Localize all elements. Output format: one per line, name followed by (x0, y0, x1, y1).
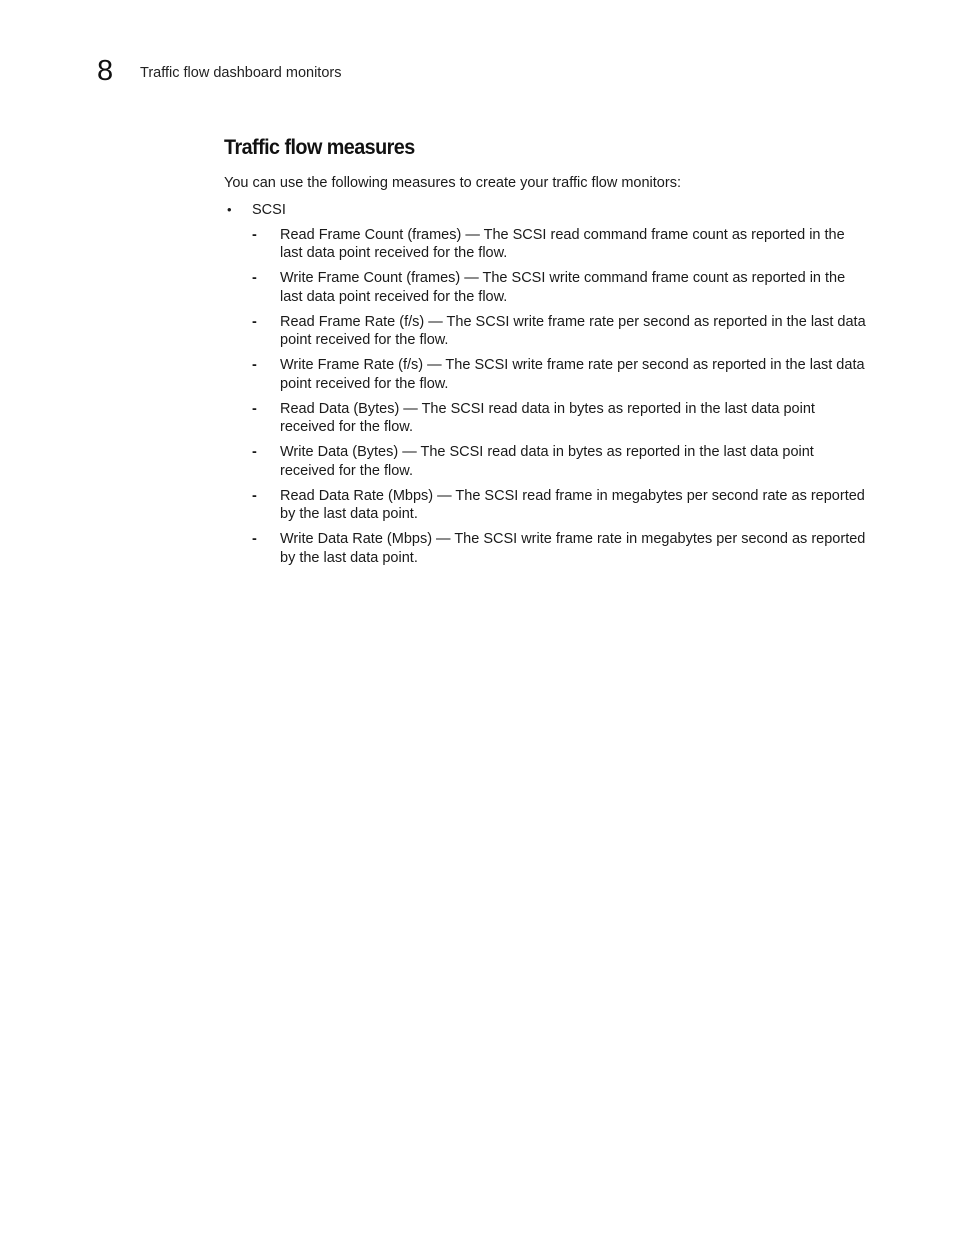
list-item-text: Read Data (Bytes) — The SCSI read data in bytes as reported in the last data point received for the flow. (280, 400, 815, 435)
bullet-list (224, 201, 870, 567)
running-title: Traffic flow dashboard monitors (140, 65, 342, 81)
list-item (252, 269, 870, 306)
chapter-number: 8 (97, 55, 114, 87)
list-item-text: Read Frame Count (frames) — The SCSI read command frame count as reported in the last data point received for the flow. (280, 226, 845, 261)
list-item (252, 530, 870, 567)
section-title: Traffic flow measures (224, 135, 415, 159)
page-header (97, 56, 341, 86)
bullet-marker: • (227, 202, 232, 217)
main-content (224, 133, 870, 574)
list-item-text: Write Data Rate (Mbps) — The SCSI write frame rate in megabytes per second as reported by the last data point. (280, 531, 866, 566)
dash-marker: - (252, 487, 257, 504)
bullet-label: SCSI (252, 202, 286, 218)
list-item (252, 487, 870, 524)
dash-marker: - (252, 357, 257, 373)
list-item-text: Read Frame Rate (f/s) — The SCSI write frame rate per second as reported in the last data point received for the flow. (280, 313, 866, 348)
list-item-text: Write Data (Bytes) — The SCSI read data in bytes as reported in the last data point received for the flow. (280, 444, 814, 479)
dash-marker: - (252, 531, 257, 547)
list-item-text: Write Frame Rate (f/s) — The SCSI write frame rate per second as reported in the last data point received for the flow. (280, 357, 865, 392)
dash-marker: - (252, 226, 257, 243)
dash-marker: - (252, 270, 257, 286)
sub-list (252, 226, 870, 568)
dash-marker: - (252, 444, 257, 460)
dash-marker: - (252, 313, 257, 330)
list-item (252, 356, 870, 393)
list-item (252, 400, 870, 437)
list-item-text: Write Frame Count (frames) — The SCSI write command frame count as reported in the last data point received for the flow. (280, 270, 846, 305)
list-item (252, 443, 870, 480)
intro-paragraph: You can use the following measures to create your traffic flow monitors: (224, 175, 681, 191)
list-item-text: Read Data Rate (Mbps) — The SCSI read frame in megabytes per second rate as reported by the last data point. (280, 487, 865, 522)
dash-marker: - (252, 400, 257, 417)
list-item (252, 313, 870, 350)
list-item (252, 226, 870, 263)
bullet-item-scsi (224, 201, 870, 567)
